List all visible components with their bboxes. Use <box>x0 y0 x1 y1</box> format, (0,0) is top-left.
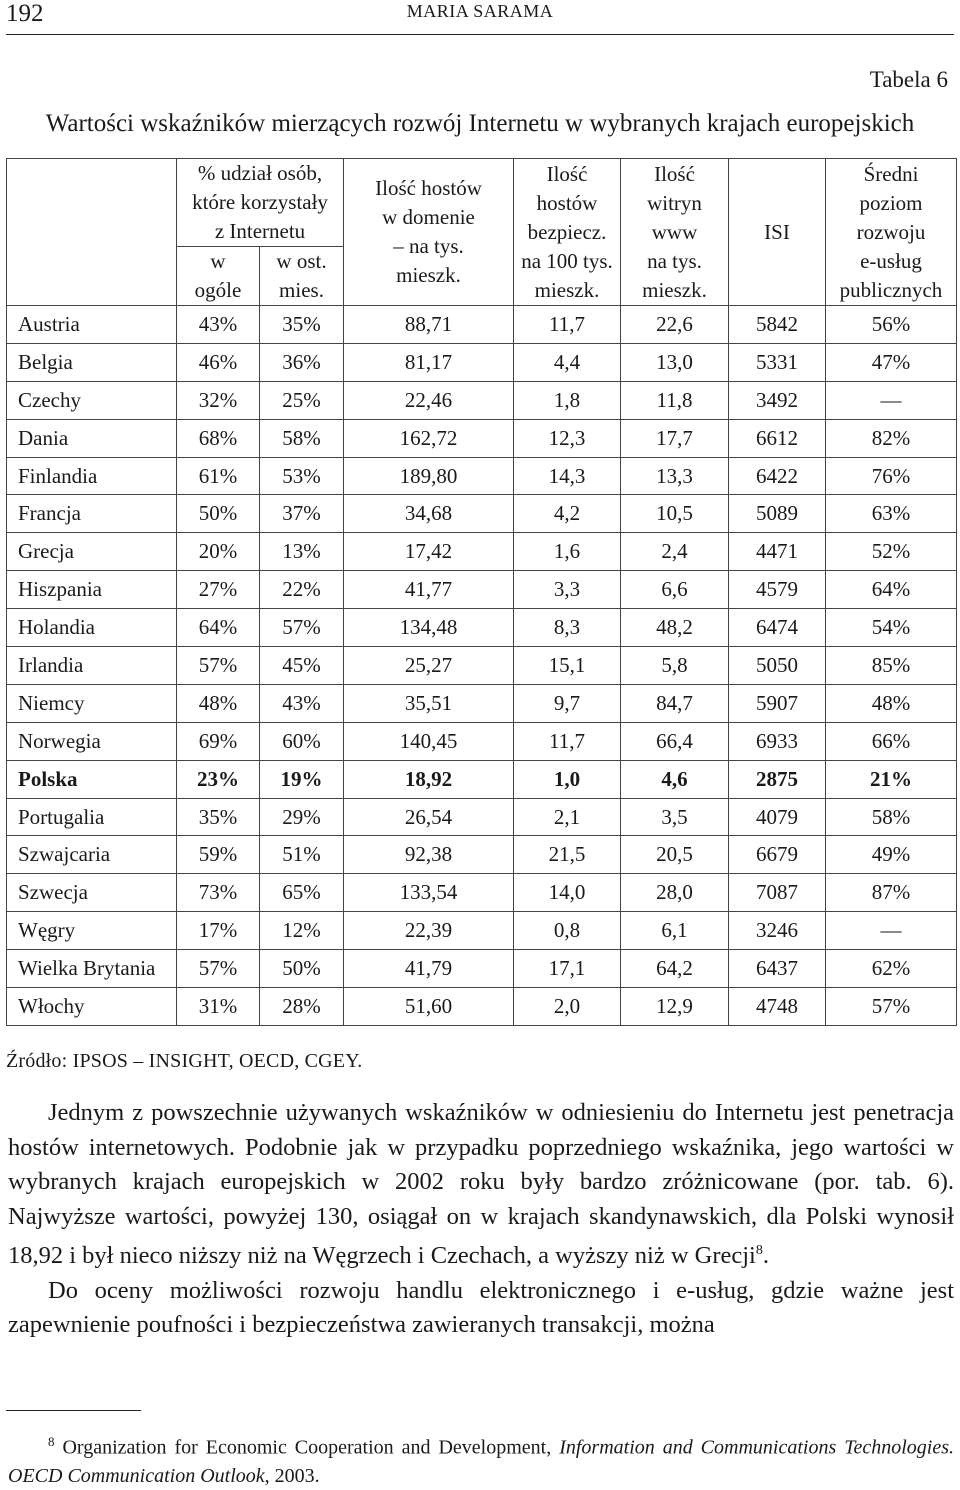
running-header-author: MARIA SARAMA <box>406 1 554 21</box>
cell-pct-total: 23% <box>177 760 260 798</box>
cell-hosts-domain: 140,45 <box>344 722 514 760</box>
cell-country: Belgia <box>7 343 177 381</box>
cell-country: Szwajcaria <box>7 836 177 874</box>
cell-eservices: 64% <box>826 571 957 609</box>
paragraph: Jednym z powszechnie używanych wskaźników w odniesieniu do Internetu jest penetracja hostów internetowych. Podobnie jak w przypadku poprzedniego wskaźnika, jego wartości w wybranych krajach europejskich w 2002 roku były bardzo zróżnicowane (por. tab. 6). Najwyższe wartości, powyżej 130, osiągał on w krajach skandynawskich, dla Polski wynosił 18,92 i był nieco niższy niż na Węgrzech i Czechach, a wyższy niż w Grecji$^8$. <box>8 1099 954 1270</box>
cell-isi: 6422 <box>729 457 826 495</box>
cell-eservices: 47% <box>826 343 957 381</box>
table-row <box>7 571 957 609</box>
cell-isi: 5331 <box>729 343 826 381</box>
cell-www-sites: 6,6 <box>621 571 729 609</box>
table-label: Tabela 6 <box>869 67 948 92</box>
cell-hosts-domain: 41,77 <box>344 571 514 609</box>
cell-eservices: 76% <box>826 457 957 495</box>
cell-pct-total: 20% <box>177 533 260 571</box>
cell-isi: 6933 <box>729 722 826 760</box>
header-www-sites: Ilość witryn www na tys. mieszk. <box>621 159 729 306</box>
cell-country: Grecja <box>7 533 177 571</box>
cell-secure-hosts: 1,0 <box>514 760 621 798</box>
cell-hosts-domain: 18,92 <box>344 760 514 798</box>
cell-country: Holandia <box>7 609 177 647</box>
table-row <box>7 798 957 836</box>
table-row <box>7 722 957 760</box>
cell-isi: 4748 <box>729 988 826 1026</box>
cell-pct-total: 59% <box>177 836 260 874</box>
cell-hosts-domain: 22,39 <box>344 912 514 950</box>
cell-www-sites: 64,2 <box>621 950 729 988</box>
cell-hosts-domain: 88,71 <box>344 306 514 344</box>
cell-country: Węgry <box>7 912 177 950</box>
cell-pct-total: 68% <box>177 419 260 457</box>
cell-pct-last-month: 35% <box>260 306 344 344</box>
header-hosts-domain: Ilość hostów w domenie – na tys. mieszk. <box>344 159 514 306</box>
cell-isi: 5089 <box>729 495 826 533</box>
footnote-reference[interactable]: 8 <box>755 1243 763 1258</box>
cell-www-sites: 3,5 <box>621 798 729 836</box>
cell-hosts-domain: 26,54 <box>344 798 514 836</box>
cell-pct-last-month: 50% <box>260 950 344 988</box>
cell-eservices: 58% <box>826 798 957 836</box>
cell-eservices: 52% <box>826 533 957 571</box>
cell-pct-last-month: 60% <box>260 722 344 760</box>
cell-country: Szwecja <box>7 874 177 912</box>
cell-eservices: 57% <box>826 988 957 1026</box>
cell-isi: 7087 <box>729 874 826 912</box>
cell-www-sites: 6,1 <box>621 912 729 950</box>
cell-www-sites: 12,9 <box>621 988 729 1026</box>
cell-country: Norwegia <box>7 722 177 760</box>
cell-eservices: 48% <box>826 684 957 722</box>
cell-eservices: — <box>826 381 957 419</box>
cell-pct-total: 69% <box>177 722 260 760</box>
cell-pct-last-month: 36% <box>260 343 344 381</box>
cell-www-sites: 10,5 <box>621 495 729 533</box>
cell-pct-total: 48% <box>177 684 260 722</box>
cell-eservices: 85% <box>826 647 957 685</box>
cell-pct-last-month: 53% <box>260 457 344 495</box>
cell-secure-hosts: 14,3 <box>514 457 621 495</box>
table-row <box>7 950 957 988</box>
footnote: $^8$ Organization for Economic Cooperation and Development, Information and Communications Technologies. OECD Communication Outlook, 2003. <box>8 1434 955 1487</box>
cell-pct-last-month: 29% <box>260 798 344 836</box>
cell-pct-last-month: 22% <box>260 571 344 609</box>
cell-secure-hosts: 17,1 <box>514 950 621 988</box>
table-row <box>7 988 957 1026</box>
cell-secure-hosts: 8,3 <box>514 609 621 647</box>
header-isi: ISI <box>729 159 826 306</box>
cell-pct-total: 50% <box>177 495 260 533</box>
cell-pct-last-month: 28% <box>260 988 344 1026</box>
cell-secure-hosts: 2,1 <box>514 798 621 836</box>
cell-www-sites: 5,8 <box>621 647 729 685</box>
header-pct-total: w ogóle <box>177 247 260 306</box>
cell-pct-total: 27% <box>177 571 260 609</box>
cell-secure-hosts: 21,5 <box>514 836 621 874</box>
cell-secure-hosts: 2,0 <box>514 988 621 1026</box>
table-row <box>7 457 957 495</box>
cell-hosts-domain: 25,27 <box>344 647 514 685</box>
body-text <box>8 1096 954 1343</box>
cell-secure-hosts: 4,4 <box>514 343 621 381</box>
table-row <box>7 912 957 950</box>
cell-eservices: 49% <box>826 836 957 874</box>
cell-country: Portugalia <box>7 798 177 836</box>
cell-hosts-domain: 34,68 <box>344 495 514 533</box>
cell-country: Austria <box>7 306 177 344</box>
cell-country: Niemcy <box>7 684 177 722</box>
cell-pct-total: 32% <box>177 381 260 419</box>
cell-pct-last-month: 58% <box>260 419 344 457</box>
header-pct-last-month: w ost. mies. <box>260 247 344 306</box>
cell-hosts-domain: 51,60 <box>344 988 514 1026</box>
cell-isi: 6612 <box>729 419 826 457</box>
cell-country: Wielka Brytania <box>7 950 177 988</box>
header-internet-users: % udział osób, które korzystały z Internetu <box>177 159 344 247</box>
footnote-title: Information and Communications Technologies. OECD Communication Outlook <box>8 1436 955 1487</box>
cell-isi: 5907 <box>729 684 826 722</box>
cell-secure-hosts: 15,1 <box>514 647 621 685</box>
cell-isi: 6474 <box>729 609 826 647</box>
cell-isi: 4079 <box>729 798 826 836</box>
table-row <box>7 343 957 381</box>
table-row <box>7 419 957 457</box>
cell-eservices: — <box>826 912 957 950</box>
cell-pct-total: 46% <box>177 343 260 381</box>
table-row <box>7 381 957 419</box>
cell-pct-last-month: 51% <box>260 836 344 874</box>
table-row <box>7 609 957 647</box>
cell-hosts-domain: 162,72 <box>344 419 514 457</box>
table-row <box>7 684 957 722</box>
cell-country: Hiszpania <box>7 571 177 609</box>
cell-pct-last-month: 45% <box>260 647 344 685</box>
page-number: 192 <box>6 0 44 27</box>
cell-secure-hosts: 14,0 <box>514 874 621 912</box>
cell-hosts-domain: 17,42 <box>344 533 514 571</box>
header-eservices: Średni poziom rozwoju e-usług publicznych <box>826 159 957 306</box>
cell-secure-hosts: 11,7 <box>514 306 621 344</box>
cell-eservices: 66% <box>826 722 957 760</box>
cell-secure-hosts: 12,3 <box>514 419 621 457</box>
cell-pct-total: 31% <box>177 988 260 1026</box>
table-source: Źródło: IPSOS – INSIGHT, OECD, CGEY. <box>6 1050 363 1072</box>
cell-secure-hosts: 4,2 <box>514 495 621 533</box>
header-country <box>7 159 177 306</box>
cell-pct-last-month: 37% <box>260 495 344 533</box>
cell-country: Francja <box>7 495 177 533</box>
cell-isi: 4579 <box>729 571 826 609</box>
cell-secure-hosts: 9,7 <box>514 684 621 722</box>
table-row <box>7 647 957 685</box>
cell-www-sites: 2,4 <box>621 533 729 571</box>
cell-pct-total: 61% <box>177 457 260 495</box>
cell-country: Dania <box>7 419 177 457</box>
cell-isi: 3492 <box>729 381 826 419</box>
cell-country: Włochy <box>7 988 177 1026</box>
cell-eservices: 87% <box>826 874 957 912</box>
table-row <box>7 760 957 798</box>
header-secure-hosts: Ilość hostów bezpiecz. na 100 tys. mieszk. <box>514 159 621 306</box>
cell-pct-total: 43% <box>177 306 260 344</box>
cell-pct-last-month: 57% <box>260 609 344 647</box>
cell-www-sites: 22,6 <box>621 306 729 344</box>
cell-hosts-domain: 133,54 <box>344 874 514 912</box>
footnote-number: 8 <box>48 1434 55 1449</box>
cell-www-sites: 4,6 <box>621 760 729 798</box>
cell-hosts-domain: 41,79 <box>344 950 514 988</box>
cell-isi: 5842 <box>729 306 826 344</box>
cell-eservices: 21% <box>826 760 957 798</box>
cell-hosts-domain: 81,17 <box>344 343 514 381</box>
footnote-divider <box>6 1410 141 1411</box>
cell-country: Irlandia <box>7 647 177 685</box>
cell-pct-total: 57% <box>177 950 260 988</box>
cell-pct-last-month: 12% <box>260 912 344 950</box>
cell-www-sites: 13,3 <box>621 457 729 495</box>
cell-hosts-domain: 35,51 <box>344 684 514 722</box>
cell-eservices: 62% <box>826 950 957 988</box>
cell-secure-hosts: 1,6 <box>514 533 621 571</box>
cell-country: Polska <box>7 760 177 798</box>
cell-isi: 4471 <box>729 533 826 571</box>
cell-www-sites: 20,5 <box>621 836 729 874</box>
cell-secure-hosts: 0,8 <box>514 912 621 950</box>
cell-secure-hosts: 11,7 <box>514 722 621 760</box>
cell-pct-last-month: 43% <box>260 684 344 722</box>
cell-isi: 5050 <box>729 647 826 685</box>
table-row <box>7 874 957 912</box>
table-caption: Wartości wskaźników mierzących rozwój Internetu w wybranych krajach europejskich <box>45 110 915 137</box>
cell-country: Finlandia <box>7 457 177 495</box>
table-body <box>7 306 957 1026</box>
cell-hosts-domain: 134,48 <box>344 609 514 647</box>
cell-pct-total: 57% <box>177 647 260 685</box>
cell-country: Czechy <box>7 381 177 419</box>
table-row <box>7 836 957 874</box>
cell-pct-last-month: 65% <box>260 874 344 912</box>
cell-www-sites: 11,8 <box>621 381 729 419</box>
cell-eservices: 63% <box>826 495 957 533</box>
cell-www-sites: 17,7 <box>621 419 729 457</box>
cell-pct-last-month: 13% <box>260 533 344 571</box>
cell-isi: 6437 <box>729 950 826 988</box>
cell-pct-last-month: 25% <box>260 381 344 419</box>
cell-www-sites: 28,0 <box>621 874 729 912</box>
table-header-row <box>7 159 957 247</box>
cell-eservices: 82% <box>826 419 957 457</box>
cell-pct-last-month: 19% <box>260 760 344 798</box>
cell-pct-total: 64% <box>177 609 260 647</box>
cell-eservices: 56% <box>826 306 957 344</box>
cell-hosts-domain: 22,46 <box>344 381 514 419</box>
cell-secure-hosts: 1,8 <box>514 381 621 419</box>
paragraph: Do oceny możliwości rozwoju handlu elektronicznego i e-usług, gdzie ważne jest zapewnienie poufności i bezpieczeństwa zawieranych transakcji, można <box>8 1276 954 1339</box>
cell-hosts-domain: 189,80 <box>344 457 514 495</box>
cell-eservices: 54% <box>826 609 957 647</box>
running-header <box>6 0 954 35</box>
cell-www-sites: 13,0 <box>621 343 729 381</box>
cell-secure-hosts: 3,3 <box>514 571 621 609</box>
indicators-table <box>6 158 957 1026</box>
cell-hosts-domain: 92,38 <box>344 836 514 874</box>
cell-pct-total: 17% <box>177 912 260 950</box>
cell-isi: 3246 <box>729 912 826 950</box>
table-row <box>7 533 957 571</box>
cell-www-sites: 84,7 <box>621 684 729 722</box>
cell-isi: 6679 <box>729 836 826 874</box>
cell-pct-total: 35% <box>177 798 260 836</box>
cell-www-sites: 48,2 <box>621 609 729 647</box>
table-row <box>7 495 957 533</box>
cell-isi: 2875 <box>729 760 826 798</box>
cell-www-sites: 66,4 <box>621 722 729 760</box>
table-row <box>7 306 957 344</box>
cell-pct-total: 73% <box>177 874 260 912</box>
